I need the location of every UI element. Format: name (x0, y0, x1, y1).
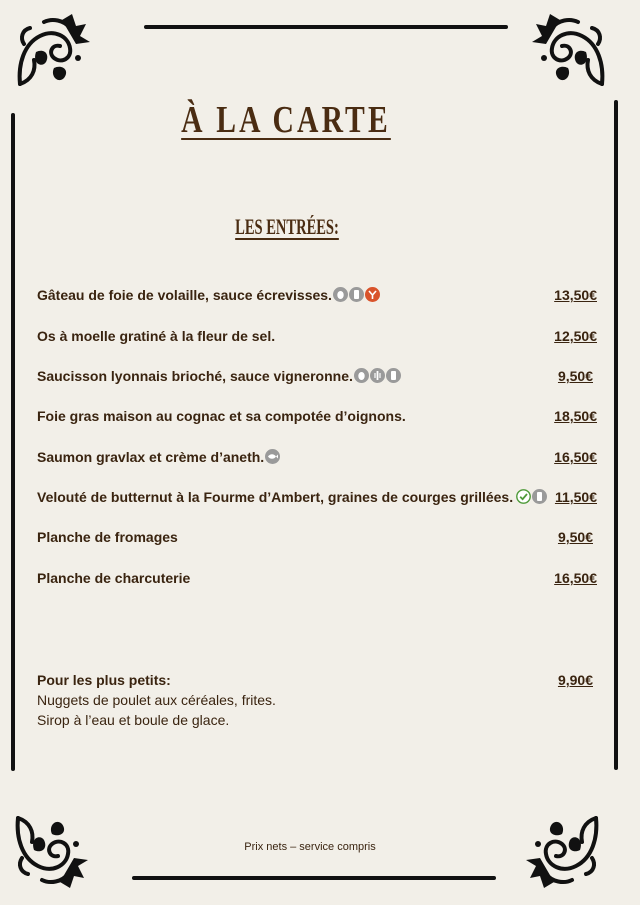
allergen-icons (354, 368, 402, 383)
menu-item (37, 284, 597, 306)
menu-item (37, 526, 597, 548)
menu-item-name: Velouté de butternut à la Fourme d’Ambert, graines de courges grillées. (37, 489, 514, 505)
menu-item-price: 16,50€ (554, 570, 597, 586)
menu-item-name: Saucisson lyonnais brioché, sauce vigneronne. (37, 368, 353, 384)
menu-item-name: Os à moelle gratiné à la fleur de sel. (37, 328, 276, 344)
milk-allergen-icon (532, 489, 547, 504)
kids-menu-line: Sirop à l’eau et boule de glace. (37, 712, 230, 728)
kids-menu (37, 670, 597, 730)
menu-item (37, 486, 597, 508)
right-rule (614, 100, 618, 770)
menu-item (37, 446, 597, 468)
milk-allergen-icon (386, 368, 401, 383)
menu-item-price: 9,50€ (557, 529, 593, 545)
section-title-entrees: LES ENTRÉES: (235, 214, 339, 239)
kids-menu-price: 9,90€ (557, 672, 593, 688)
kids-menu-title: Pour les plus petits: (37, 672, 171, 688)
left-rule (11, 113, 15, 771)
menu-item (37, 567, 597, 589)
menu-item (37, 405, 597, 427)
bottom-rule (132, 876, 496, 880)
top-rule (144, 25, 508, 29)
menu-item-name: Planche de charcuterie (37, 570, 191, 586)
allergen-icons (333, 287, 381, 302)
crustacean-allergen-icon (365, 287, 380, 302)
menu-item-price: 9,50€ (557, 368, 593, 384)
menu-item-price: 16,50€ (554, 449, 597, 465)
fish-allergen-icon (265, 449, 280, 464)
egg-allergen-icon (333, 287, 348, 302)
page-title: À LA CARTE (181, 99, 391, 141)
menu-item-name: Planche de fromages (37, 529, 178, 545)
vegetarian-icon (516, 489, 531, 504)
allergen-icons (265, 449, 281, 464)
menu-item (37, 365, 597, 387)
footer-note: Prix nets – service compris (244, 841, 376, 853)
kids-menu-line: Nuggets de poulet aux céréales, frites. (37, 692, 276, 708)
menu-item-price: 13,50€ (554, 287, 597, 303)
flourish-ornament-top-right-icon (532, 14, 608, 90)
menu-item (37, 325, 597, 347)
milk-allergen-icon (349, 287, 364, 302)
menu-item-price: 18,50€ (554, 408, 597, 424)
flourish-ornament-top-left-icon (14, 14, 90, 90)
menu-item-price: 11,50€ (554, 489, 597, 505)
menu-item-name: Foie gras maison au cognac et sa compotée d’oignons. (37, 408, 406, 424)
menu-item-name: Gâteau de foie de volaille, sauce écrevisses. (37, 287, 332, 303)
allergen-icons (516, 489, 548, 504)
menu-item-price: 12,50€ (554, 328, 597, 344)
egg-allergen-icon (354, 368, 369, 383)
gluten-allergen-icon (370, 368, 385, 383)
menu-item-name: Saumon gravlax et crème d’aneth. (37, 449, 265, 465)
